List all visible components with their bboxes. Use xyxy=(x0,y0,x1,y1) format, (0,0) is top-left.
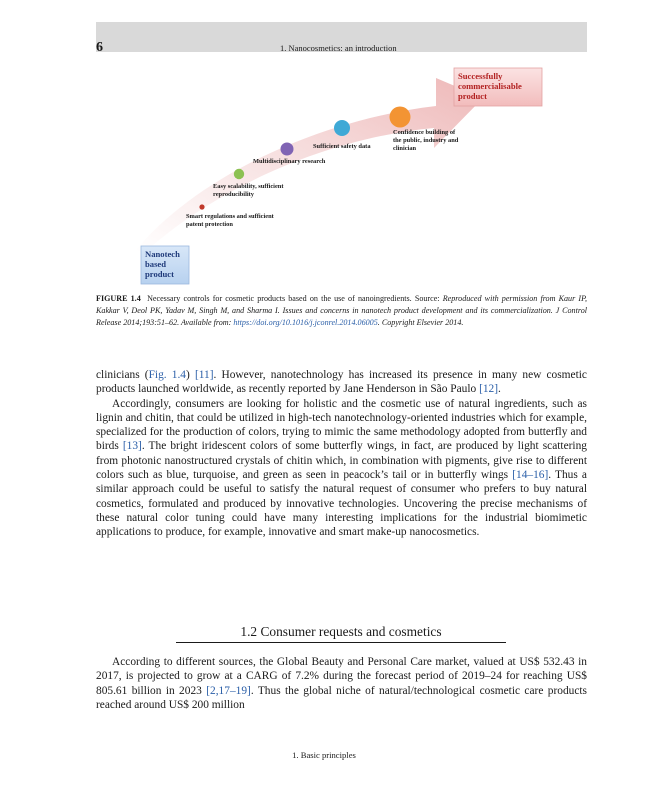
p3-text-a: According to different sources, the Global Beauty and Personal Care market, valued at US$ 532.43 in 2017, is projected to grow at a CARG of 7.2% during the forecast period of 2019–24 for reaching US$ 805.61 billion in 2023 xyxy=(96,656,587,697)
citation-11[interactable]: [11] xyxy=(194,369,214,381)
step-5-marker xyxy=(390,107,411,128)
fig-ref-1-4[interactable]: Fig. 1.4 xyxy=(148,369,186,381)
paragraph-2 xyxy=(96,397,587,540)
footer: 1. Basic principles xyxy=(292,750,356,760)
step-5-label-line-1: Confidence building of xyxy=(393,129,456,136)
figure-caption xyxy=(96,293,587,330)
caption-source: Reproduced with permission from Kaur IP, Kakkar V, Deol PK, Yadav M, Singh M, and Sharma I. Issues and concerns in nanotech product development and its commercialization. J Control Release 2014;193:51–62. Available from: xyxy=(96,294,588,328)
citation-13[interactable]: [13] xyxy=(122,440,142,453)
step-5-label-line-3: clinician xyxy=(393,145,417,152)
step-2-marker xyxy=(234,169,244,179)
step-2-label xyxy=(213,183,284,198)
p1-text-b: ) xyxy=(186,369,195,381)
end-box-text-line-1: Successfully xyxy=(458,71,503,81)
step-4-marker xyxy=(334,120,350,136)
citation-2-17-19[interactable]: [2,17–19] xyxy=(206,684,251,697)
step-4-label xyxy=(313,143,371,150)
p1-text-d: . xyxy=(498,383,501,396)
p3-text-b: . Thus the global niche of natural/technological cosmetic care products reached around US$ 200 million xyxy=(96,684,587,711)
step-4-label-line-1: Sufficient safety data xyxy=(313,143,371,150)
figure-1-4 xyxy=(96,58,587,290)
step-1-label xyxy=(186,213,275,228)
body-paragraphs xyxy=(96,368,587,540)
step-5-label xyxy=(393,129,459,152)
paragraph-3 xyxy=(96,655,587,712)
end-box-text-line-2: commercialisable xyxy=(458,81,522,91)
step-1-marker xyxy=(199,204,204,209)
caption-copyright: . Copyright Elsevier 2014. xyxy=(377,318,464,328)
p2-text-b: . The bright iridescent colors of some butterfly wings, in fact, are produced by light scattering from photonic nanostructured crystals of chitin which, in combination with pigments, give rise to different colors such as blue, turquoise, and green as seen in peacock’s tail or in butterfly wings xyxy=(96,440,587,482)
p1-text-a: clinicians ( xyxy=(96,369,149,381)
step-2-label-line-2: reproducibility xyxy=(213,191,254,198)
caption-doi-link[interactable]: https://doi.org/10.1016/j.jconrel.2014.06005 xyxy=(233,318,378,328)
p2-text-c: . Thus a similar approach could be useful to satisfy the natural request of consumer who prefers to buy natural cosmetics, formulated and produced by innovative technologies. Uncovering the precise mechanisms of these natural color tuning could have many interesting implications for the industrial biomimetic applications to produce, for example, innovative and smart make-up nanocosmetics. xyxy=(96,469,587,539)
start-box-text-line-3: product xyxy=(145,269,174,279)
step-2-label-line-1: Easy scalability, sufficient xyxy=(213,183,284,190)
start-box-text-line-1: Nanotech xyxy=(145,249,180,259)
step-1-label-line-2: patent protection xyxy=(186,221,233,228)
running-head: 1. Nanocosmetics: an introduction xyxy=(280,43,397,53)
caption-text: Necessary controls for cosmetic products based on the use of nanoingredients. Source: xyxy=(147,294,443,303)
section-rule xyxy=(176,642,506,643)
step-3-marker xyxy=(281,143,294,156)
step-1-label-line-1: Smart regulations and sufficient xyxy=(186,213,274,220)
citation-12[interactable]: [12] xyxy=(479,383,499,396)
citation-14-16[interactable]: [14–16] xyxy=(512,469,549,482)
section-heading: 1.2 Consumer requests and cosmetics xyxy=(240,624,442,639)
section-body xyxy=(96,655,587,712)
p2-text-a: Accordingly, consumers are looking for holistic and the cosmetic use of natural ingredients, such as lignin and chitin, that could be utilized in high-tech nanotechnology-oriented industries which for example, specialized for the production of colors, trying to mimic the same methodology adopted from butterfly and birds xyxy=(96,397,587,453)
step-3-label-line-1: Multidisciplinary research xyxy=(253,158,326,165)
paragraph-1 xyxy=(96,368,587,397)
page-number: 6 xyxy=(96,40,103,55)
step-5-label-line-2: the public, industry and xyxy=(393,137,459,144)
start-box-text-line-2: based xyxy=(145,259,167,269)
caption-label: FIGURE 1.4 xyxy=(96,294,141,303)
end-box-text-line-3: product xyxy=(458,91,487,101)
step-3-label xyxy=(253,158,326,165)
p1-text-c: . However, nanotechnology has increased its presence in many new cosmetic products launched worldwide, as recently reported by Jane Henderson in São Paulo xyxy=(96,369,587,396)
